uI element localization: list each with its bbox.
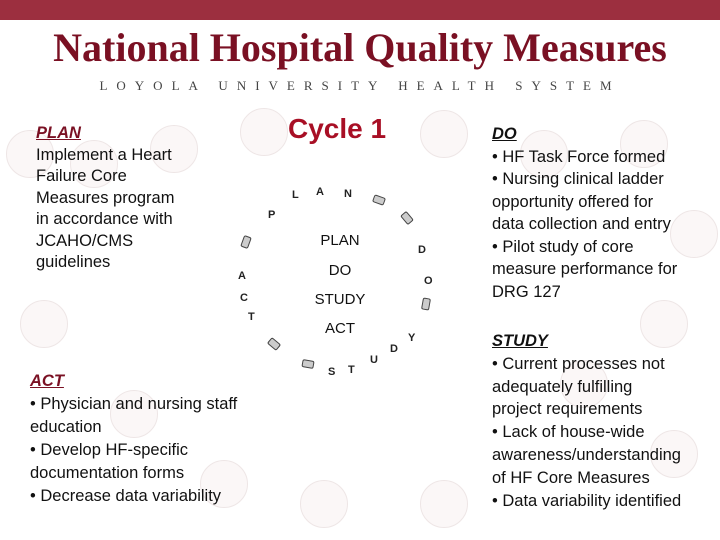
cycle-arrow <box>267 337 281 351</box>
study-heading: STUDY <box>492 332 548 350</box>
seal-decoration <box>420 480 468 528</box>
ring-letter: U <box>370 354 378 366</box>
plan-line: Failure Core <box>36 167 127 185</box>
plan-line: guidelines <box>36 253 111 271</box>
ring-letter: O <box>424 275 433 287</box>
pdsa-cycle-diagram <box>230 180 450 380</box>
ring-letter: C <box>240 292 248 304</box>
cycle-stage-plan: PLAN <box>320 232 360 249</box>
seal-decoration <box>20 300 68 348</box>
page-title: National Hospital Quality Measures <box>53 25 667 70</box>
ring-letter: T <box>248 311 255 323</box>
seal-decoration <box>300 480 348 528</box>
plan-line: in accordance with <box>36 210 173 228</box>
act-line: • Develop HF-specific <box>30 441 188 459</box>
do-line: opportunity offered for <box>492 192 654 211</box>
cycle-arrow <box>301 359 314 369</box>
plan-section <box>36 123 236 274</box>
study-line: • Lack of house-wide <box>492 423 645 442</box>
study-line: • Current processes not <box>492 354 665 373</box>
study-line: project requirements <box>492 400 643 419</box>
ring-letter: A <box>316 186 324 198</box>
ring-letter: D <box>418 244 426 256</box>
do-line: measure performance for <box>492 260 678 278</box>
cycle-stage-study: STUDY <box>314 291 366 308</box>
page-subtitle: LOYOLA UNIVERSITY HEALTH SYSTEM <box>99 78 621 93</box>
ring-letter: N <box>344 188 352 200</box>
seal-decoration <box>240 108 288 156</box>
cycle-arrow <box>421 297 431 310</box>
cycle-title: Cycle 1 <box>288 113 387 144</box>
act-line: documentation forms <box>30 464 185 482</box>
ring-letter: L <box>292 189 299 201</box>
plan-line: JCAHO/CMS <box>36 231 134 250</box>
ring-letter: Y <box>408 332 416 344</box>
ring-letter: P <box>268 209 276 221</box>
plan-line: Measures program <box>36 188 175 207</box>
do-section <box>492 123 718 303</box>
act-line: • Decrease data variability <box>30 487 222 505</box>
act-line: • Physician and nursing staff <box>30 395 238 413</box>
plan-line: Implement a Heart <box>36 145 172 164</box>
do-line: • Nursing clinical ladder <box>492 170 664 188</box>
study-line: awareness/understanding <box>492 445 681 464</box>
cycle-stage-do: DO <box>328 262 352 279</box>
do-line: DRG 127 <box>492 282 561 301</box>
do-heading: DO <box>492 125 517 143</box>
act-heading: ACT <box>30 372 64 390</box>
cycle-arrow <box>372 194 386 206</box>
study-line: • Data variability identified <box>492 491 682 510</box>
act-section <box>30 370 290 508</box>
seal-decoration <box>420 110 468 158</box>
do-line: • Pilot study of core <box>492 237 634 256</box>
study-line: of HF Core Measures <box>492 468 650 487</box>
ring-letter: S <box>328 366 336 378</box>
act-line: education <box>30 418 102 436</box>
ring-letter: A <box>238 270 246 282</box>
ring-letter: T <box>348 364 355 376</box>
cycle-arrow <box>400 211 414 225</box>
ring-letter: D <box>390 343 398 355</box>
do-line: • HF Task Force formed <box>492 147 666 166</box>
study-section <box>492 330 718 512</box>
do-line: data collection and entry <box>492 215 671 233</box>
cycle-stage-act: ACT <box>325 320 355 337</box>
study-line: adequately fulfilling <box>492 377 633 396</box>
top-color-bar <box>0 0 720 20</box>
plan-heading: PLAN <box>36 124 81 142</box>
